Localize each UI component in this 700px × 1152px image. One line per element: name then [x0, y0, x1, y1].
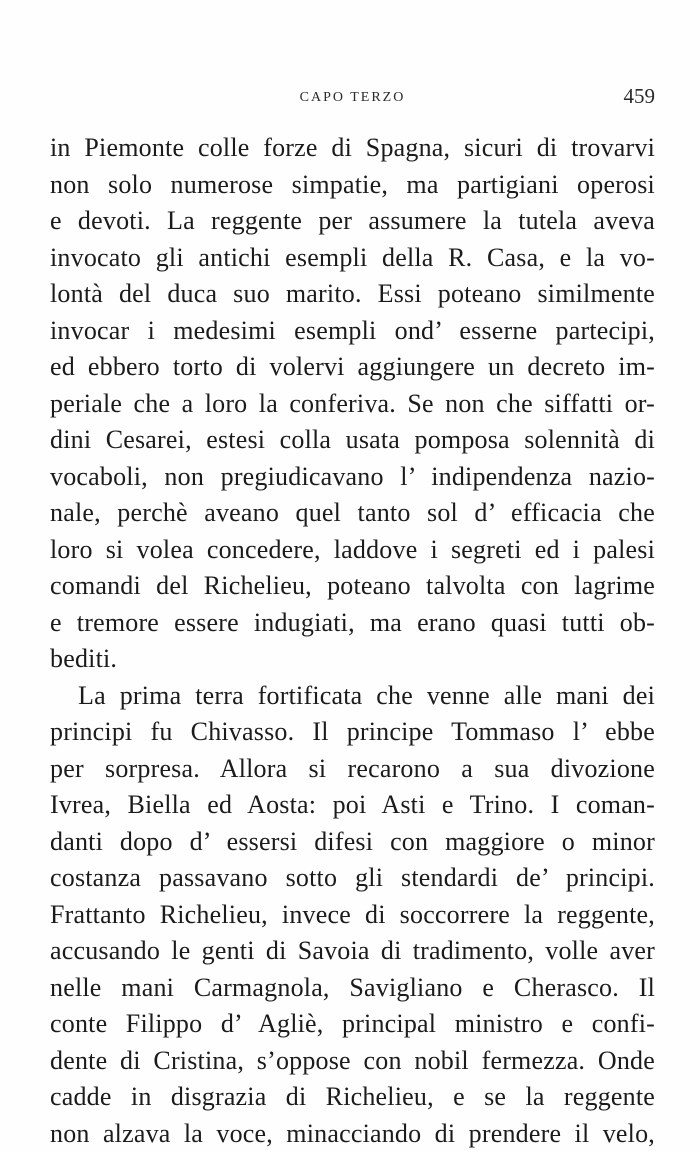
- text-line: cadde in disgrazia di Richelieu, e se la reggente: [50, 1079, 655, 1116]
- page-number: 459: [624, 84, 656, 109]
- text-line: accusando le genti di Savoia di tradimento, volle aver: [50, 933, 655, 970]
- text-line: loro si volea concedere, laddove i segreti ed i palesi: [50, 532, 655, 569]
- running-head: CAPO TERZO: [50, 90, 655, 106]
- paragraph-1: [50, 130, 655, 678]
- text-line: periale che a loro la conferiva. Se non che siffatti or-: [50, 386, 655, 423]
- text-line: principi fu Chivasso. Il principe Tommaso l’ ebbe: [50, 714, 655, 751]
- text-line: in Piemonte colle forze di Spagna, sicuri di trovarvi: [50, 130, 655, 167]
- text-line: comandi del Richelieu, poteano talvolta con lagrime: [50, 568, 655, 605]
- text-line: nale, perchè aveano quel tanto sol d’ efficacia che: [50, 495, 655, 532]
- text-line: invocar i medesimi esempli ond’ esserne partecipi,: [50, 313, 655, 350]
- text-line: bediti.: [50, 641, 655, 678]
- text-line: per sorpresa. Allora si recarono a sua divozione: [50, 751, 655, 788]
- text-line: costanza passavano sotto gli stendardi de’ principi.: [50, 860, 655, 897]
- text-line: Frattanto Richelieu, invece di soccorrere la reggente,: [50, 897, 655, 934]
- text-line: vocaboli, non pregiudicavano l’ indipendenza nazio-: [50, 459, 655, 496]
- body-text: [50, 130, 655, 1152]
- text-line: conte Filippo d’ Agliè, principal ministro e confi-: [50, 1006, 655, 1043]
- text-line: Ivrea, Biella ed Aosta: poi Asti e Trino. I coman-: [50, 787, 655, 824]
- text-line: danti dopo d’ essersi difesi con maggiore o minor: [50, 824, 655, 861]
- page-header: [50, 84, 655, 114]
- text-line: nelle mani Carmagnola, Savigliano e Cherasco. Il: [50, 970, 655, 1007]
- text-line: dente di Cristina, s’oppose con nobil fermezza. Onde: [50, 1043, 655, 1080]
- paragraph-2: [50, 678, 655, 1152]
- text-line: invocato gli antichi esempli della R. Casa, e la vo-: [50, 240, 655, 277]
- text-line: non solo numerose simpatie, ma partigiani operosi: [50, 167, 655, 204]
- text-line: lontà del duca suo marito. Essi poteano similmente: [50, 276, 655, 313]
- text-line: La prima terra fortificata che venne alle mani dei: [50, 678, 655, 715]
- text-line: e devoti. La reggente per assumere la tutela aveva: [50, 203, 655, 240]
- text-line: dini Cesarei, estesi colla usata pomposa solennità di: [50, 422, 655, 459]
- text-line: non alzava la voce, minacciando di prendere il velo,: [50, 1116, 655, 1152]
- text-line: ed ebbero torto di volervi aggiungere un decreto im-: [50, 349, 655, 386]
- text-line: e tremore essere indugiati, ma erano quasi tutti ob-: [50, 605, 655, 642]
